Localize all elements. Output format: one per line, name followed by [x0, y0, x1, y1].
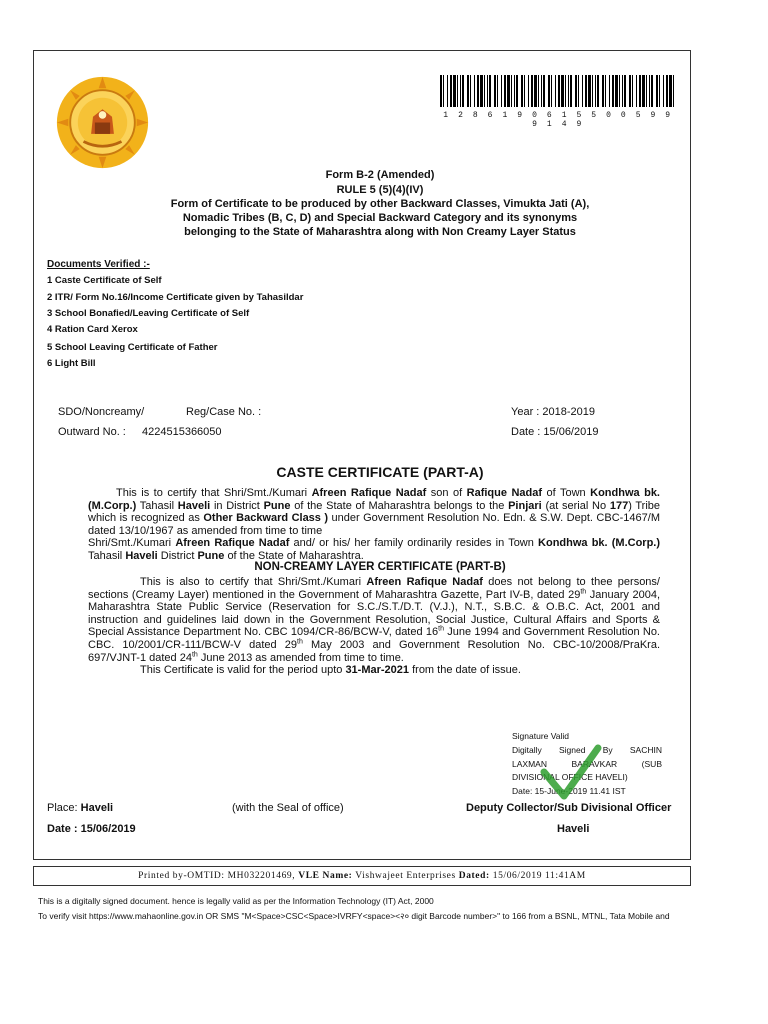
barcode-bar [524, 75, 525, 107]
barcode-bar [642, 75, 645, 107]
barcode-bar [673, 75, 674, 107]
barcode-bar [470, 75, 471, 107]
barcode-bar [543, 75, 545, 107]
signature-date: Date: 15-June-2019 11.41 IST [512, 786, 626, 797]
barcode-bar [484, 75, 485, 107]
barcode-bar [597, 75, 599, 107]
form-title: Form B-2 (Amended) [325, 169, 435, 181]
part-a-residence: Shri/Smt./Kumari Afreen Rafique Nadaf and/ or his/ her family ordinarily resides in Town Kondhwa bk. (M.Corp.) Tahasil Haveli District Pune of the State of Maharashtra. [88, 537, 661, 562]
barcode-bar [669, 75, 672, 107]
barcode-bar [582, 75, 583, 107]
barcode-bar [450, 75, 452, 107]
barcode-bar [489, 75, 491, 107]
form-description-line-1: Form of Certificate to be produced by other Backward Classes, Vimukta Jati (A), [170, 198, 590, 210]
document-item: 6 Light Bill [47, 358, 96, 369]
barcode-bar [656, 75, 658, 107]
part-a-title: CASTE CERTIFICATE (PART-A) [276, 464, 484, 480]
barcode-bar [447, 75, 448, 107]
barcode-bar [477, 75, 479, 107]
barcode-bar [528, 75, 529, 107]
barcode-bar [666, 75, 668, 107]
barcode-bar [588, 75, 591, 107]
barcode-bar [570, 75, 572, 107]
signed-by: Digitally Signed By SACHIN [512, 744, 662, 755]
barcode-bar [511, 75, 512, 107]
barcode-bar [507, 75, 510, 107]
form-description-line-2: Nomadic Tribes (B, C, D) and Special Backward Category and its synonyms [182, 212, 578, 224]
document-item: 2 ITR/ Form No.16/Income Certificate given by Tahasildar [47, 292, 304, 303]
barcode-icon [440, 75, 676, 107]
barcode-bar [516, 75, 518, 107]
signature-valid: Signature Valid [512, 731, 570, 741]
signer-name: LAXMAN BARAVKAR (SUB [512, 758, 662, 769]
barcode-bar [551, 75, 552, 107]
barcode-bar [501, 75, 502, 107]
signature-verified-check-icon [540, 742, 602, 804]
barcode-bar [555, 75, 556, 107]
barcode-bar [612, 75, 614, 107]
part-b-paragraph: This is also to certify that Shri/Smt./Kumari Afreen Rafique Nadaf does not belong to thee persons/ sections (Creamy Layer) mentioned in the Government of Maharashtra Gazette, Part IV-B, dated 29th January 2004, Maharashtra State Public Service (Reservation for S.C./S.T./D.T. (V.J.), N.T., S.B.C. & O.B.C. Act, 2001 and instruction and guidelines laid down in the Government Resolution, Social Justice, Cultural Affairs and Sports & Special Assistance Department No. CBC 1094/CR-86/BCW-V, dated 16th June 1994 and Government Resolution No. CBC. 10/2001/CR-111/BCW-V dated 29th May 2003 and Government Resolution No. CBC-10/2008/PraKra. 697/VJNT-1 dated 24th June 2013 as amended from time to time. [88, 576, 660, 664]
seal-note: (with the Seal of office) [232, 802, 344, 814]
document-item: 4 Ration Card Xerox [47, 324, 138, 335]
barcode-bar [440, 75, 442, 107]
barcode-bar [561, 75, 564, 107]
barcode-bar [453, 75, 456, 107]
barcode-bar [494, 75, 496, 107]
barcode-bar [514, 75, 515, 107]
document-item: 1 Caste Certificate of Self [47, 275, 162, 286]
barcode-bar [663, 75, 664, 107]
barcode-bar [462, 75, 464, 107]
place: Place: Haveli [47, 802, 114, 814]
barcode-bar [487, 75, 488, 107]
reg-case-label: Reg/Case No. : [186, 406, 262, 418]
footer-date: Date : 15/06/2019 [47, 823, 136, 835]
part-a-paragraph: This is to certify that Shri/Smt./Kumari Afreen Rafique Nadaf son of Rafique Nadaf of Town Kondhwa bk. (M.Corp.) Tahasil Haveli in District Pune of the State of Maharashtra belongs to the Pinjari (at serial No 177) Tribe which is recognized as Other Backward Class ) under Government Resolution No. Edn. & S.W. Dept. CBC-1467/M dated 13/10/1967 as amended from time to time [88, 487, 661, 537]
barcode-bar [602, 75, 604, 107]
outward-label: Outward No. : [58, 426, 126, 438]
barcode-bar [622, 75, 623, 107]
form-description-line-3: belonging to the State of Maharashtra along with Non Creamy Layer Status [184, 226, 576, 238]
barcode-bar [534, 75, 537, 107]
document-item: 5 School Leaving Certificate of Father [47, 342, 218, 353]
barcode-bar [474, 75, 475, 107]
maharashtra-emblem-icon [55, 75, 150, 170]
part-b-title: NON-CREAMY LAYER CERTIFICATE (PART-B) [254, 561, 506, 573]
legal-note: This is a digitally signed document. hence is legally valid as per the Information Technology (IT) Act, 2000 [38, 896, 434, 906]
barcode-bar [636, 75, 637, 107]
barcode-bar [651, 75, 653, 107]
barcode-bar [480, 75, 483, 107]
barcode-bar [575, 75, 577, 107]
barcode-bar [541, 75, 542, 107]
barcode-bar [538, 75, 539, 107]
barcode-bar [646, 75, 647, 107]
barcode-bar [595, 75, 596, 107]
barcode-bar [605, 75, 606, 107]
printed-by-bar: Printed by-OMTID: MH032201469, VLE Name: Vishwajeet Enterprises Dated: 15/06/2019 11:41AM [33, 866, 691, 886]
barcode-bar [609, 75, 610, 107]
year: Year : 2018-2019 [511, 406, 595, 418]
barcode-bar [531, 75, 533, 107]
validity-line: This Certificate is valid for the period upto 31-Mar-2021 from the date of issue. [140, 664, 521, 676]
barcode-bar [497, 75, 498, 107]
barcode-bar [457, 75, 458, 107]
barcode-bar [558, 75, 560, 107]
barcode-bar [585, 75, 587, 107]
sdo-label: SDO/Noncreamy/ [58, 406, 145, 418]
barcode-bar [578, 75, 579, 107]
barcode-bar [659, 75, 660, 107]
barcode-bar [521, 75, 523, 107]
barcode-number: 1 2 8 6 1 9 0 6 1 5 5 0 0 5 9 9 9 1 4 9 [443, 111, 673, 129]
outward-number: 4224515366050 [142, 426, 222, 438]
issue-date: Date : 15/06/2019 [511, 426, 599, 438]
barcode-bar [615, 75, 618, 107]
barcode-bar [443, 75, 444, 107]
barcode-bar [624, 75, 626, 107]
barcode-bar [565, 75, 566, 107]
barcode-bar [592, 75, 593, 107]
documents-verified-title: Documents Verified :- [47, 259, 150, 270]
verify-note: To verify visit https://www.mahaonline.gov.in OR SMS "M<Space>CSC<Space>IVRFY<space><२० digit Barcode number>" to 166 from a BSNL, MTNL, Tata Mobile and [38, 911, 670, 921]
barcode-bar [649, 75, 650, 107]
barcode-bar [632, 75, 633, 107]
office-location: Haveli [557, 823, 590, 835]
barcode-bar [460, 75, 461, 107]
rule-number: RULE 5 (5)(4)(IV) [336, 184, 424, 196]
barcode-bar [548, 75, 550, 107]
designation: Deputy Collector/Sub Divisional Officer [466, 802, 672, 814]
signer-office: DIVISIONAL OFFICE HAVELI) [512, 772, 628, 783]
barcode-bar [568, 75, 569, 107]
barcode-bar [639, 75, 641, 107]
barcode-bar [629, 75, 631, 107]
barcode-bar [467, 75, 469, 107]
barcode-bar [619, 75, 620, 107]
document-item: 3 School Bonafied/Leaving Certificate of Self [47, 308, 250, 319]
barcode-bar [504, 75, 506, 107]
